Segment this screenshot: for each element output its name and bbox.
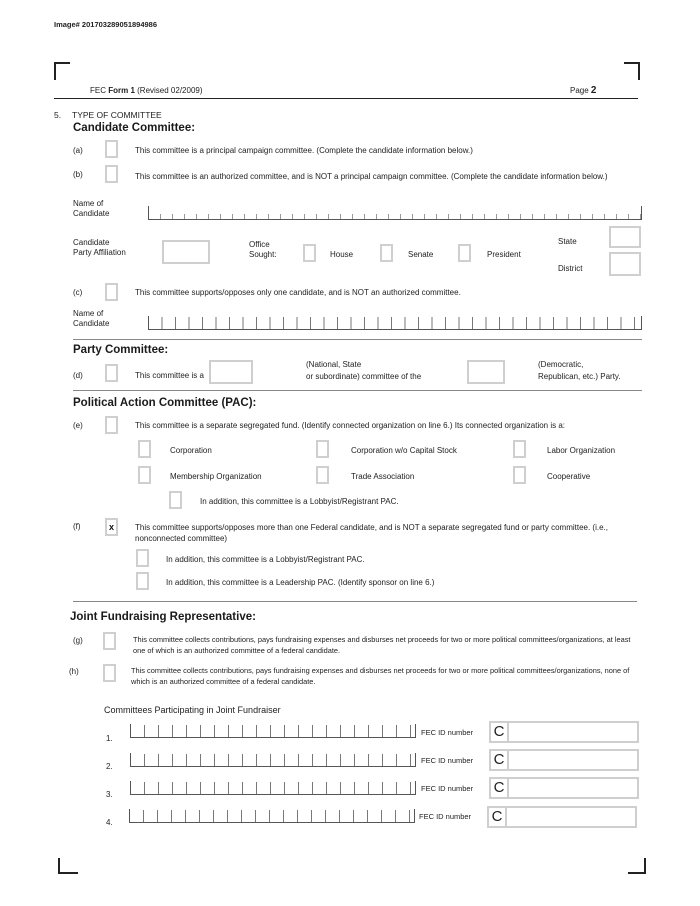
option-d-label: (d)	[73, 371, 83, 380]
label-line-2: Sought:	[249, 250, 277, 259]
org-corporation-label: Corporation	[170, 446, 212, 455]
committee-name-input[interactable]	[129, 809, 415, 823]
label-line-1: Office	[249, 240, 270, 249]
option-g-text: This committee collects contributions, pays fundraising expenses and disburses net proceeds for two or more political committees/organizations, at least one of which is an authorized committee of a federal candidate.	[133, 635, 631, 655]
option-e-label: (e)	[73, 421, 83, 430]
fec-id-label: FEC ID number	[421, 728, 474, 737]
fec-id-prefix: C	[491, 751, 509, 769]
form-name: Form 1	[108, 86, 135, 95]
label-line-1: Candidate	[73, 238, 110, 247]
pac-heading: Political Action Committee (PAC):	[73, 397, 257, 409]
option-h-text: This committee collects contributions, pays fundraising expenses and disburses net proceeds for two or more political committees/organizations, none of which is an authorized committee of a federal candidate.	[131, 666, 630, 686]
fec-id-input[interactable]	[489, 777, 639, 799]
option-b-text: This committee is an authorized committee, and is NOT a principal campaign committee. (Complete the candidate information below.)	[135, 172, 608, 181]
party-name-hint	[538, 359, 621, 383]
party-level-input[interactable]	[209, 360, 253, 384]
divider	[73, 601, 637, 602]
f-leadership-checkbox[interactable]	[136, 572, 149, 590]
participants-heading: Committees Participating in Joint Fundraiser	[104, 705, 281, 715]
fec-id-prefix: C	[491, 779, 509, 797]
option-a-checkbox[interactable]	[105, 140, 118, 158]
option-d-text: This committee is a	[135, 371, 204, 380]
option-h-checkbox[interactable]	[103, 664, 116, 682]
option-c-text: This committee supports/opposes only one candidate, and is NOT an authorized committee.	[135, 288, 461, 297]
option-e-text: This committee is a separate segregated fund. (Identify connected organization on line 6.) Its connected organization is a:	[135, 421, 566, 430]
option-h-label: (h)	[69, 667, 79, 676]
hint-line-1: (National, State	[306, 360, 362, 369]
corner-mark-bottom-left	[58, 858, 78, 874]
name-of-candidate-input[interactable]	[148, 206, 642, 220]
district-input[interactable]	[609, 252, 641, 276]
label-line-1: Name of	[73, 309, 104, 318]
header-rule	[54, 98, 638, 99]
party-name-input[interactable]	[467, 360, 505, 384]
option-c-checkbox[interactable]	[105, 283, 118, 301]
office-president-checkbox[interactable]	[458, 244, 471, 262]
org-corp-no-stock-label: Corporation w/o Capital Stock	[351, 446, 457, 455]
row-number: 4.	[106, 818, 113, 827]
c-name-of-candidate-input[interactable]	[148, 316, 642, 330]
party-affiliation-label	[73, 238, 126, 258]
fec-id-prefix: C	[491, 723, 509, 741]
org-cooperative-label: Cooperative	[547, 472, 591, 481]
f-lobbyist-text: In addition, this committee is a Lobbyist/Registrant PAC.	[166, 555, 365, 564]
label-line-2: Candidate	[73, 319, 110, 328]
hint-line-2: Republican, etc.) Party.	[538, 372, 621, 381]
option-e-checkbox[interactable]	[105, 416, 118, 434]
org-trade-label: Trade Association	[351, 472, 415, 481]
page-label: Page	[570, 86, 591, 95]
party-affiliation-input[interactable]	[162, 240, 210, 264]
divider	[73, 390, 642, 391]
party-level-hint	[306, 359, 421, 383]
corner-mark-top-right	[624, 62, 640, 80]
e-lobbyist-checkbox[interactable]	[169, 491, 182, 509]
section-title: TYPE OF COMMITTEE	[72, 110, 162, 120]
page-number: 2	[590, 85, 597, 96]
office-senate-checkbox[interactable]	[380, 244, 393, 262]
state-label: State	[558, 237, 577, 246]
option-c-label: (c)	[73, 288, 83, 297]
option-f-label: (f)	[73, 522, 81, 531]
org-labor-label: Labor Organization	[547, 446, 616, 455]
image-id: Image# 201703289051894986	[54, 20, 158, 29]
fec-id-label: FEC ID number	[421, 784, 474, 793]
corner-mark-bottom-right	[628, 858, 646, 874]
office-senate-label: Senate	[408, 250, 434, 259]
fec-id-input[interactable]	[489, 721, 639, 743]
option-f-text: This committee supports/opposes more than one Federal candidate, and is NOT a separate segregated fund or party committee. (i.e., nonconnected committee)	[135, 523, 608, 543]
office-president-label: President	[487, 250, 521, 259]
label-line-2: Party Affiliation	[73, 248, 126, 257]
label-line-1: Name of	[73, 199, 104, 208]
option-b-label: (b)	[73, 170, 83, 179]
option-g-checkbox[interactable]	[103, 632, 116, 650]
option-d-checkbox[interactable]	[105, 364, 118, 382]
name-of-candidate-label	[73, 199, 109, 219]
district-label: District	[558, 264, 583, 273]
form-prefix: FEC	[90, 86, 109, 95]
row-number: 2.	[106, 762, 113, 771]
office-sought-label	[249, 240, 277, 260]
divider	[73, 339, 642, 340]
section-number: 5.	[54, 110, 62, 120]
org-corp-no-stock-checkbox[interactable]	[316, 440, 329, 458]
hint-line-2: or subordinate) committee of the	[306, 372, 422, 381]
office-house-label: House	[330, 250, 354, 259]
committee-name-input[interactable]	[130, 753, 416, 767]
e-lobbyist-text: In addition, this committee is a Lobbyist/Registrant PAC.	[200, 497, 399, 506]
org-membership-checkbox[interactable]	[138, 466, 151, 484]
f-lobbyist-checkbox[interactable]	[136, 549, 149, 567]
fec-id-label: FEC ID number	[419, 812, 472, 821]
f-leadership-text: In addition, this committee is a Leadership PAC. (Identify sponsor on line 6.)	[166, 578, 435, 587]
option-a-text: This committee is a principal campaign committee. (Complete the candidate information below.)	[135, 146, 473, 155]
form-title	[90, 86, 203, 96]
form-revision: (Revised 02/2009)	[134, 86, 203, 95]
org-cooperative-checkbox[interactable]	[513, 466, 526, 484]
option-b-checkbox[interactable]	[105, 165, 118, 183]
option-f-checkbox[interactable]: x	[105, 518, 118, 536]
hint-line-1: (Democratic,	[538, 360, 584, 369]
org-membership-label: Membership Organization	[170, 472, 262, 481]
org-corporation-checkbox[interactable]	[138, 440, 151, 458]
state-input[interactable]	[609, 226, 641, 248]
c-name-of-candidate-label	[73, 309, 109, 329]
row-number: 3.	[106, 790, 113, 799]
committee-name-input[interactable]	[130, 781, 416, 795]
option-g-label: (g)	[73, 636, 83, 645]
fec-id-input[interactable]	[489, 749, 639, 771]
office-house-checkbox[interactable]	[303, 244, 316, 262]
fec-id-label: FEC ID number	[421, 756, 474, 765]
org-trade-checkbox[interactable]	[316, 466, 329, 484]
option-a-label: (a)	[73, 146, 83, 155]
label-line-2: Candidate	[73, 209, 110, 218]
committee-name-input[interactable]	[130, 724, 416, 738]
fec-id-input[interactable]	[487, 806, 637, 828]
fec-id-prefix: C	[489, 808, 507, 826]
joint-fundraising-heading: Joint Fundraising Representative:	[70, 611, 256, 623]
corner-mark-top-left	[54, 62, 70, 80]
candidate-committee-heading: Candidate Committee:	[73, 122, 196, 134]
row-number: 1.	[106, 734, 113, 743]
org-labor-checkbox[interactable]	[513, 440, 526, 458]
party-committee-heading: Party Committee:	[73, 344, 169, 356]
page-indicator	[570, 86, 596, 96]
